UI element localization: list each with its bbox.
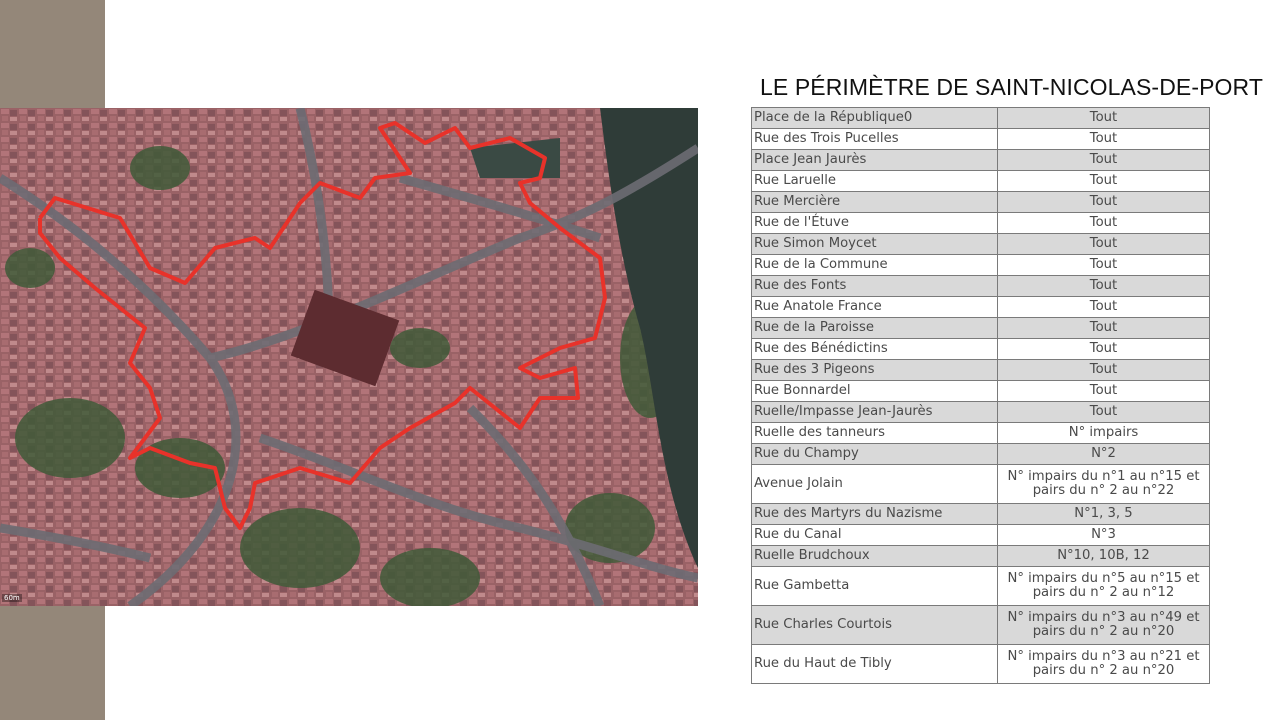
table-row — [752, 504, 1210, 525]
street-name-cell: Avenue Jolain — [752, 465, 998, 504]
street-scope-cell: Tout — [998, 276, 1210, 297]
street-name-cell: Rue des 3 Pigeons — [752, 360, 998, 381]
street-scope-cell: Tout — [998, 402, 1210, 423]
table-row — [752, 645, 1210, 684]
street-scope-cell: N°1, 3, 5 — [998, 504, 1210, 525]
street-scope-cell: Tout — [998, 360, 1210, 381]
street-name-cell: Rue de l'Étuve — [752, 213, 998, 234]
table-row — [752, 465, 1210, 504]
street-scope-cell: N°2 — [998, 444, 1210, 465]
street-name-cell: Rue des Bénédictins — [752, 339, 998, 360]
street-name-cell: Rue Mercière — [752, 192, 998, 213]
table-row — [752, 567, 1210, 606]
table-row — [752, 108, 1210, 129]
street-scope-cell: Tout — [998, 192, 1210, 213]
street-scope-cell: N° impairs du n°5 au n°15 et pairs du n° 2 au n°12 — [998, 567, 1210, 606]
table-row — [752, 192, 1210, 213]
table-row — [752, 525, 1210, 546]
table-row — [752, 276, 1210, 297]
streets-table-body — [752, 108, 1210, 684]
street-name-cell: Rue des Fonts — [752, 276, 998, 297]
street-scope-cell: N° impairs — [998, 423, 1210, 444]
street-name-cell: Rue Anatole France — [752, 297, 998, 318]
aerial-photo-illustration — [0, 108, 698, 606]
table-row — [752, 129, 1210, 150]
table-row — [752, 213, 1210, 234]
street-name-cell: Place Jean Jaurès — [752, 150, 998, 171]
street-name-cell: Rue du Canal — [752, 525, 998, 546]
street-scope-cell: N° impairs du n°3 au n°21 et pairs du n° 2 au n°20 — [998, 645, 1210, 684]
street-name-cell: Rue des Trois Pucelles — [752, 129, 998, 150]
street-scope-cell: Tout — [998, 339, 1210, 360]
table-row — [752, 402, 1210, 423]
street-name-cell: Rue du Champy — [752, 444, 998, 465]
street-scope-cell: N° impairs du n°3 au n°49 et pairs du n° 2 au n°20 — [998, 606, 1210, 645]
table-row — [752, 360, 1210, 381]
street-name-cell: Place de la République0 — [752, 108, 998, 129]
street-scope-cell: Tout — [998, 381, 1210, 402]
table-row — [752, 606, 1210, 645]
street-scope-cell: Tout — [998, 108, 1210, 129]
street-name-cell: Rue Gambetta — [752, 567, 998, 606]
map-scale-label: 60m — [4, 594, 20, 602]
table-row — [752, 381, 1210, 402]
street-scope-cell: N° impairs du n°1 au n°15 et pairs du n° 2 au n°22 — [998, 465, 1210, 504]
table-row — [752, 318, 1210, 339]
street-name-cell: Ruelle/Impasse Jean-Jaurès — [752, 402, 998, 423]
street-scope-cell: N°3 — [998, 525, 1210, 546]
street-name-cell: Rue du Haut de Tibly — [752, 645, 998, 684]
street-name-cell: Ruelle des tanneurs — [752, 423, 998, 444]
table-row — [752, 444, 1210, 465]
street-scope-cell: Tout — [998, 318, 1210, 339]
street-name-cell: Rue Simon Moycet — [752, 234, 998, 255]
street-name-cell: Rue Laruelle — [752, 171, 998, 192]
street-scope-cell: Tout — [998, 213, 1210, 234]
street-name-cell: Rue Bonnardel — [752, 381, 998, 402]
street-name-cell: Rue des Martyrs du Nazisme — [752, 504, 998, 525]
streets-table — [751, 107, 1210, 684]
table-row — [752, 423, 1210, 444]
street-name-cell: Rue de la Commune — [752, 255, 998, 276]
table-row — [752, 234, 1210, 255]
street-scope-cell: Tout — [998, 255, 1210, 276]
table-row — [752, 297, 1210, 318]
street-scope-cell: Tout — [998, 171, 1210, 192]
street-name-cell: Rue Charles Courtois — [752, 606, 998, 645]
street-name-cell: Ruelle Brudchoux — [752, 546, 998, 567]
street-name-cell: Rue de la Paroisse — [752, 318, 998, 339]
table-row — [752, 171, 1210, 192]
table-row — [752, 150, 1210, 171]
street-scope-cell: Tout — [998, 297, 1210, 318]
aerial-map — [0, 108, 698, 606]
street-scope-cell: N°10, 10B, 12 — [998, 546, 1210, 567]
street-scope-cell: Tout — [998, 234, 1210, 255]
slide-title: LE PÉRIMÈTRE DE SAINT-NICOLAS-DE-PORT — [760, 74, 1263, 100]
table-row — [752, 339, 1210, 360]
table-row — [752, 546, 1210, 567]
street-scope-cell: Tout — [998, 129, 1210, 150]
table-row — [752, 255, 1210, 276]
street-scope-cell: Tout — [998, 150, 1210, 171]
